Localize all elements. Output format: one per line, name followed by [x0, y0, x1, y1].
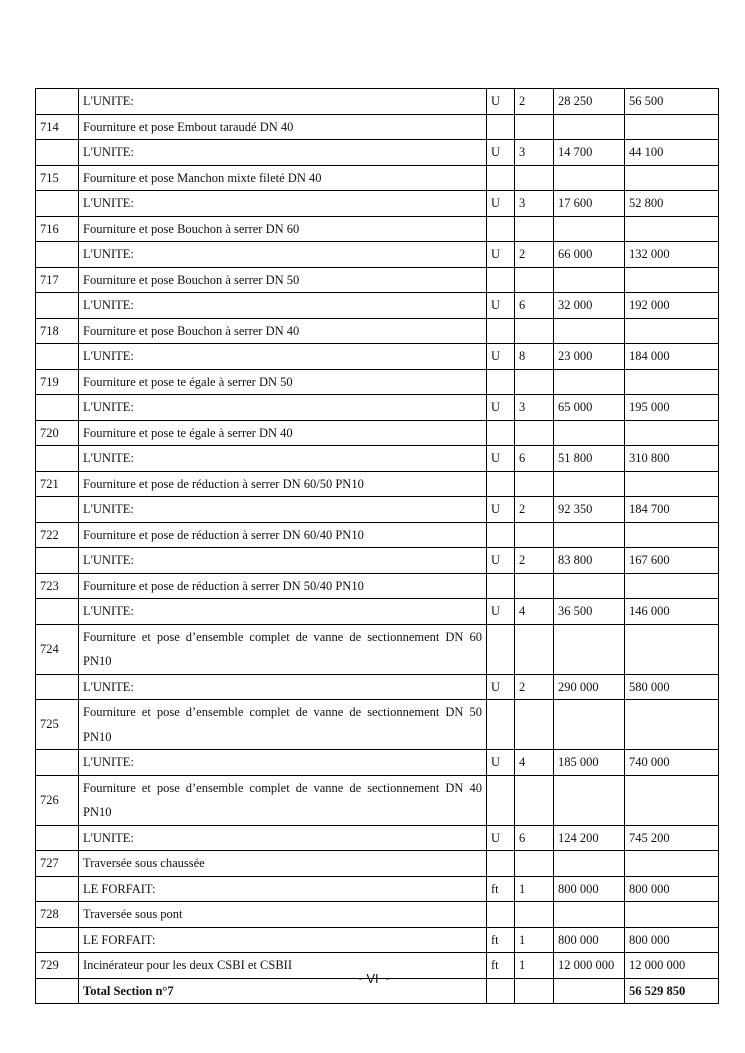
item-amount: 580 000: [625, 674, 719, 700]
item-description: Fourniture et pose te égale à serrer DN 50: [79, 369, 487, 395]
item-unit-price: 185 000: [554, 750, 625, 776]
item-quantity: 1: [515, 953, 554, 979]
item-unit-price: 17 600: [554, 191, 625, 217]
item-number: [36, 446, 79, 472]
item-number: 728: [36, 902, 79, 928]
item-description: L'UNITE:: [79, 293, 487, 319]
table-row: [36, 573, 719, 599]
item-amount: 740 000: [625, 750, 719, 776]
item-amount: 745 200: [625, 825, 719, 851]
item-unit: [487, 114, 515, 140]
total-label: Total Section n°7: [79, 978, 487, 1004]
item-quantity: 6: [515, 825, 554, 851]
item-quantity: 2: [515, 674, 554, 700]
item-quantity: [515, 573, 554, 599]
item-amount: [625, 318, 719, 344]
item-quantity: [515, 522, 554, 548]
item-description: Fourniture et pose de réduction à serrer DN 50/40 PN10: [79, 573, 487, 599]
item-quantity: [515, 114, 554, 140]
item-quantity: [515, 624, 554, 674]
item-unit: [487, 573, 515, 599]
item-unit-price: 83 800: [554, 548, 625, 574]
item-number: [36, 825, 79, 851]
item-unit: U: [487, 293, 515, 319]
item-description: Fourniture et pose d’ensemble complet de vanne de sectionnement DN 40 PN10: [79, 775, 487, 825]
item-description: L'UNITE:: [79, 599, 487, 625]
item-unit: U: [487, 344, 515, 370]
table-row: [36, 624, 719, 674]
item-quantity: 8: [515, 344, 554, 370]
item-unit-price: [554, 216, 625, 242]
item-number: 729: [36, 953, 79, 979]
item-quantity: [515, 267, 554, 293]
table-row: [36, 902, 719, 928]
item-number: [36, 599, 79, 625]
table-row: [36, 599, 719, 625]
table-row: [36, 293, 719, 319]
item-unit: U: [487, 89, 515, 115]
item-unit: [487, 471, 515, 497]
item-quantity: 2: [515, 242, 554, 268]
item-amount: 146 000: [625, 599, 719, 625]
table-row: [36, 89, 719, 115]
table-row: [36, 522, 719, 548]
table-row: [36, 267, 719, 293]
item-unit-price: [554, 851, 625, 877]
price-table: [35, 88, 719, 1004]
item-description: Fourniture et pose Bouchon à serrer DN 50: [79, 267, 487, 293]
item-amount: [625, 471, 719, 497]
item-quantity: 3: [515, 191, 554, 217]
item-amount: [625, 522, 719, 548]
item-unit-price: 124 200: [554, 825, 625, 851]
item-number: 725: [36, 700, 79, 750]
item-unit: U: [487, 599, 515, 625]
item-number: [36, 674, 79, 700]
item-description: L'UNITE:: [79, 497, 487, 523]
table-row: [36, 216, 719, 242]
item-number: 722: [36, 522, 79, 548]
item-amount: [625, 573, 719, 599]
item-quantity: 6: [515, 293, 554, 319]
item-unit: [487, 369, 515, 395]
item-unit: [487, 775, 515, 825]
item-description: LE FORFAIT:: [79, 876, 487, 902]
item-quantity: [515, 318, 554, 344]
item-unit-price: [554, 267, 625, 293]
item-description: Fourniture et pose d’ensemble complet de vanne de sectionnement DN 60 PN10: [79, 624, 487, 674]
table-row: [36, 750, 719, 776]
item-unit-price: [554, 369, 625, 395]
item-unit-price: 28 250: [554, 89, 625, 115]
item-unit-price: 65 000: [554, 395, 625, 421]
item-unit-price: 32 000: [554, 293, 625, 319]
table-row: [36, 775, 719, 825]
item-amount: 195 000: [625, 395, 719, 421]
item-amount: [625, 114, 719, 140]
item-number: [36, 750, 79, 776]
table-row: [36, 395, 719, 421]
item-description: L'UNITE:: [79, 344, 487, 370]
item-description: L'UNITE:: [79, 140, 487, 166]
item-amount: 52 800: [625, 191, 719, 217]
item-unit: U: [487, 497, 515, 523]
item-amount: 800 000: [625, 927, 719, 953]
item-unit-price: 290 000: [554, 674, 625, 700]
table-row: [36, 242, 719, 268]
item-description: Fourniture et pose de réduction à serrer DN 60/50 PN10: [79, 471, 487, 497]
table-row: [36, 927, 719, 953]
table-row: [36, 114, 719, 140]
item-unit-price: [554, 420, 625, 446]
item-amount: 184 000: [625, 344, 719, 370]
item-number: 720: [36, 420, 79, 446]
item-quantity: [515, 700, 554, 750]
item-amount: 132 000: [625, 242, 719, 268]
item-unit: U: [487, 750, 515, 776]
item-unit-price: [554, 902, 625, 928]
item-unit-price: [554, 775, 625, 825]
item-description: Fourniture et pose de réduction à serrer DN 60/40 PN10: [79, 522, 487, 548]
item-unit-price: 36 500: [554, 599, 625, 625]
item-amount: [625, 267, 719, 293]
item-quantity: [515, 216, 554, 242]
item-number: [36, 89, 79, 115]
item-description: L'UNITE:: [79, 750, 487, 776]
item-description: Fourniture et pose te égale à serrer DN 40: [79, 420, 487, 446]
item-amount: [625, 775, 719, 825]
item-unit-price: [554, 318, 625, 344]
item-number: 726: [36, 775, 79, 825]
item-unit-price: 23 000: [554, 344, 625, 370]
item-description: L'UNITE:: [79, 89, 487, 115]
item-amount: [625, 420, 719, 446]
item-quantity: 2: [515, 497, 554, 523]
item-amount: [625, 851, 719, 877]
item-unit-price: 12 000 000: [554, 953, 625, 979]
item-description: Fourniture et pose Manchon mixte fileté DN 40: [79, 165, 487, 191]
item-quantity: 1: [515, 876, 554, 902]
item-quantity: 3: [515, 395, 554, 421]
item-quantity: 4: [515, 599, 554, 625]
item-number: 717: [36, 267, 79, 293]
item-unit-price: 51 800: [554, 446, 625, 472]
item-unit: [487, 267, 515, 293]
item-number: [36, 242, 79, 268]
item-amount: [625, 216, 719, 242]
item-description: Traversée sous chaussée: [79, 851, 487, 877]
table-row: [36, 851, 719, 877]
item-number: [36, 293, 79, 319]
item-number: [36, 927, 79, 953]
item-number: 727: [36, 851, 79, 877]
table-row: [36, 825, 719, 851]
item-unit-price: 800 000: [554, 927, 625, 953]
item-amount: [625, 902, 719, 928]
item-number: [36, 876, 79, 902]
item-unit-price: [554, 522, 625, 548]
table-row: [36, 497, 719, 523]
item-unit: ft: [487, 953, 515, 979]
item-description: L'UNITE:: [79, 825, 487, 851]
table-row: [36, 876, 719, 902]
item-description: L'UNITE:: [79, 446, 487, 472]
item-quantity: [515, 851, 554, 877]
item-quantity: 2: [515, 548, 554, 574]
item-amount: [625, 624, 719, 674]
item-amount: [625, 165, 719, 191]
table-row: [36, 700, 719, 750]
item-unit-price: [554, 573, 625, 599]
item-amount: [625, 700, 719, 750]
item-number: 715: [36, 165, 79, 191]
item-description: LE FORFAIT:: [79, 927, 487, 953]
table-row: [36, 318, 719, 344]
total-amount: 56 529 850: [625, 978, 719, 1004]
item-unit-price: 92 350: [554, 497, 625, 523]
item-unit: ft: [487, 876, 515, 902]
item-number: [36, 395, 79, 421]
item-unit: U: [487, 191, 515, 217]
item-unit: [487, 318, 515, 344]
item-unit: [487, 902, 515, 928]
item-unit-price: [554, 114, 625, 140]
item-unit-price: 66 000: [554, 242, 625, 268]
item-unit-price: [554, 471, 625, 497]
item-unit: [487, 700, 515, 750]
item-unit: [487, 216, 515, 242]
item-unit-price: [554, 165, 625, 191]
item-unit-price: 14 700: [554, 140, 625, 166]
item-unit: [487, 851, 515, 877]
item-quantity: [515, 902, 554, 928]
item-unit: [487, 522, 515, 548]
item-unit: U: [487, 825, 515, 851]
item-unit: [487, 165, 515, 191]
table-row: [36, 369, 719, 395]
item-unit: U: [487, 242, 515, 268]
item-description: L'UNITE:: [79, 191, 487, 217]
item-quantity: [515, 420, 554, 446]
table-row: [36, 446, 719, 472]
item-quantity: [515, 471, 554, 497]
item-quantity: 3: [515, 140, 554, 166]
item-description: L'UNITE:: [79, 674, 487, 700]
item-quantity: 4: [515, 750, 554, 776]
item-description: Fourniture et pose Bouchon à serrer DN 40: [79, 318, 487, 344]
item-quantity: 1: [515, 927, 554, 953]
item-number: [36, 140, 79, 166]
item-number: 724: [36, 624, 79, 674]
item-number: [36, 497, 79, 523]
item-number: 719: [36, 369, 79, 395]
item-number: [36, 344, 79, 370]
item-amount: 800 000: [625, 876, 719, 902]
item-amount: 192 000: [625, 293, 719, 319]
item-unit: U: [487, 446, 515, 472]
item-description: L'UNITE:: [79, 548, 487, 574]
item-description: Fourniture et pose d’ensemble complet de vanne de sectionnement DN 50 PN10: [79, 700, 487, 750]
item-description: Fourniture et pose Embout taraudé DN 40: [79, 114, 487, 140]
table-row: [36, 420, 719, 446]
table-row: [36, 191, 719, 217]
item-amount: [625, 369, 719, 395]
item-number: 721: [36, 471, 79, 497]
item-quantity: [515, 165, 554, 191]
item-unit-price: [554, 700, 625, 750]
item-unit-price: [554, 624, 625, 674]
table-row: [36, 471, 719, 497]
item-quantity: 6: [515, 446, 554, 472]
item-amount: 310 800: [625, 446, 719, 472]
item-quantity: [515, 369, 554, 395]
item-number: 716: [36, 216, 79, 242]
table-row: [36, 165, 719, 191]
item-number: 714: [36, 114, 79, 140]
item-amount: 12 000 000: [625, 953, 719, 979]
table-row: [36, 674, 719, 700]
item-description: Traversée sous pont: [79, 902, 487, 928]
item-amount: 167 600: [625, 548, 719, 574]
item-amount: 56 500: [625, 89, 719, 115]
item-unit: U: [487, 548, 515, 574]
item-description: L'UNITE:: [79, 395, 487, 421]
item-amount: 44 100: [625, 140, 719, 166]
item-unit: [487, 624, 515, 674]
item-amount: 184 700: [625, 497, 719, 523]
item-number: [36, 548, 79, 574]
item-unit: U: [487, 395, 515, 421]
table-row: [36, 548, 719, 574]
table-row: [36, 140, 719, 166]
item-unit: [487, 420, 515, 446]
item-quantity: [515, 775, 554, 825]
table-row: [36, 344, 719, 370]
item-unit: U: [487, 140, 515, 166]
item-description: L'UNITE:: [79, 242, 487, 268]
item-number: [36, 191, 79, 217]
item-number: 718: [36, 318, 79, 344]
item-unit-price: 800 000: [554, 876, 625, 902]
page-number: ~ VI ~: [355, 971, 390, 986]
item-description: Fourniture et pose Bouchon à serrer DN 60: [79, 216, 487, 242]
item-quantity: 2: [515, 89, 554, 115]
item-description: Incinérateur pour les deux CSBI et CSBII: [79, 953, 487, 979]
item-number: 723: [36, 573, 79, 599]
item-unit: U: [487, 674, 515, 700]
item-unit: ft: [487, 927, 515, 953]
